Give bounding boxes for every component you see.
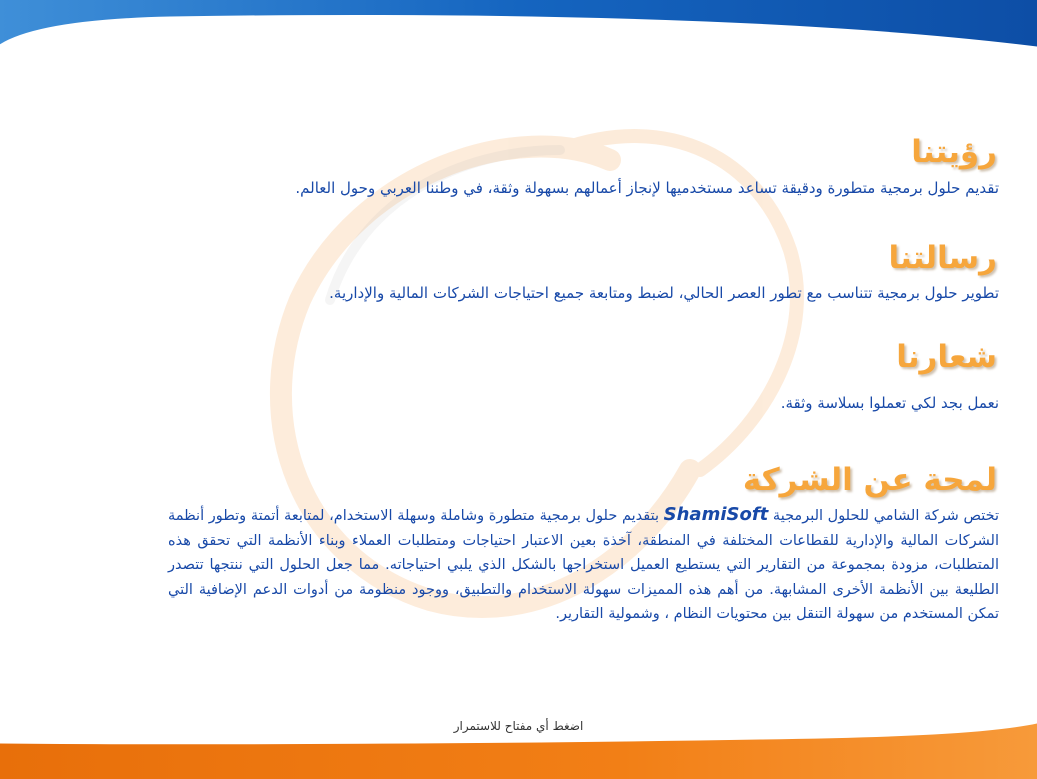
about-text-body: بتقديم حلول برمجية متطورة وشاملة وسهلة الاستخدام، لمتابعة أتمتة وتطور أنظمة الشركات المالية والإدارية للقطاعات المختلفة في المنطقة، آخذة بعين الاعتبار احتياجات ومتطلبات العملاء وبناء الأنظمة التي تحقق هذه المتطلبات، مزودة بمجموعة من التقارير التي يستطيع العميل استخراجها بالشكل الذي يلبي احتياجاته. مما جعل الحلول التي ننتجها تتصدر الطليعة بين الأنظمة الأخرى المشابهة. من أهم هذه المميزات سهولة الاستخدام والتطبيق، ووجود منظومة من أدوات الدعم الإضافية التي تمكن المستخدم من سهولة التنقل بين محتويات النظام ، وشمولية التقارير. <box>168 508 999 622</box>
about-text-intro: تختص شركة الشامي للحلول البرمجية <box>772 508 999 524</box>
top-blue-band <box>0 0 1037 48</box>
continue-hint: اضغط أي مفتاح للاستمرار <box>453 719 584 733</box>
about-heading: لمحة عن الشركة <box>742 462 997 498</box>
slogan-heading: شعارنا <box>896 339 997 375</box>
about-paragraph <box>168 503 999 627</box>
mission-heading: رسالتنا <box>888 240 997 276</box>
vision-heading: رؤيتنا <box>911 134 997 170</box>
slogan-text: نعمل بجد لكي تعملوا بسلاسة وثقة. <box>780 394 999 412</box>
brand-name: ShamiSoft <box>663 504 769 525</box>
vision-text: تقديم حلول برمجية متطورة ودقيقة تساعد مستخدميها لإنجاز أعمالهم بسهولة وثقة، في وطننا العربي وحول العالم. <box>295 179 999 197</box>
mission-text: تطوير حلول برمجية تتناسب مع تطور العصر الحالي، لضبط ومتابعة جميع احتياجات الشركات المالية والإدارية. <box>329 284 999 302</box>
